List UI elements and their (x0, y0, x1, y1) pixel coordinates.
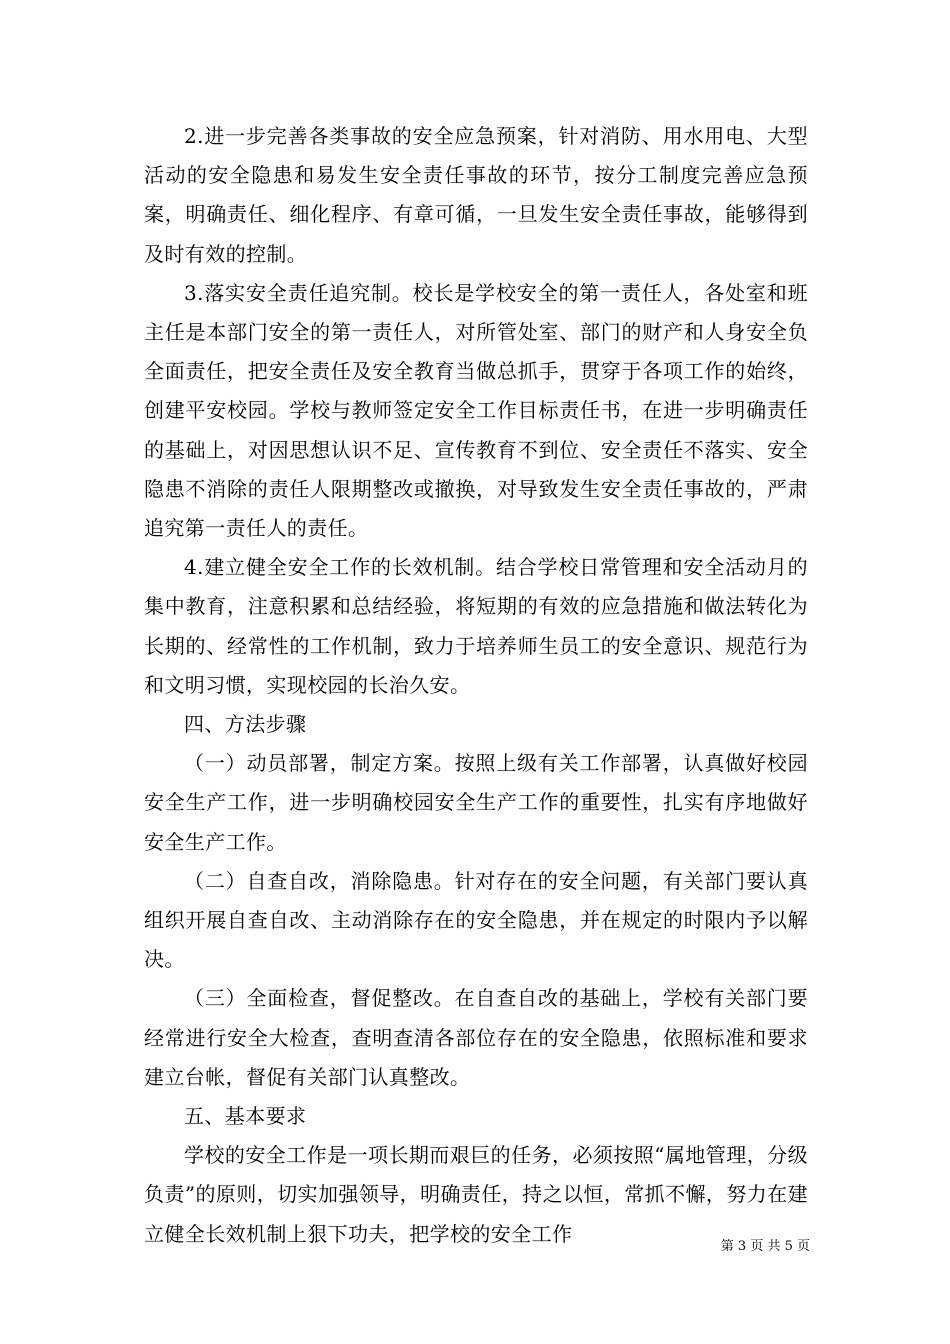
paragraph-step-2: （二）自查自改，消除隐患。针对存在的安全问题，有关部门要认真组织开展自查自改、主动消除存在的安全隐患，并在规定的时限内予以解决。 (144, 868, 808, 972)
page-number-footer: 第 3 页 共 5 页 (720, 1239, 810, 1254)
paragraph-item-2: 2.进一步完善各类事故的安全应急预案，针对消防、用水用电、大型活动的安全隐患和易发生安全责任事故的环节，按分工制度完善应急预案，明确责任、细化程序、有章可循，一旦发生安全责任事故，能够得到及时有效的控制。 (144, 124, 808, 266)
paragraph-requirements: 学校的安全工作是一项长期而艰巨的任务，必须按照“属地管理，分级负责”的原则，切实加强领导，明确责任，持之以恒，常抓不懈，努力在建立健全长效机制上狠下功夫，把学校的安全工作 (144, 1143, 808, 1246)
section-heading-methods: 四、方法步骤 (184, 712, 307, 737)
document-body (144, 117, 808, 1254)
section-heading-requirements: 五、基本要求 (184, 1104, 307, 1129)
paragraph-item-4: 4.建立健全安全工作的长效机制。结合学校日常管理和安全活动月的集中教育，注意积累和总结经验，将短期的有效的应急措施和做法转化为长期的、经常性的工作机制，致力于培养师生员工的安全意识、规范行为和文明习惯，实现校园的长治久安。 (144, 555, 808, 697)
paragraph-step-3: （三）全面检查，督促整改。在自查自改的基础上，学校有关部门要经常进行安全大检查，查明查清各部位存在的安全隐患，依照标准和要求建立台帐，督促有关部门认真整改。 (144, 986, 808, 1089)
paragraph-item-3: 3.落实安全责任追究制。校长是学校安全的第一责任人，各处室和班主任是本部门安全的第一责任人，对所管处室、部门的财产和人身安全负全面责任，把安全责任及安全教育当做总抓手，贯穿于各项工作的始终，创建平安校园。学校与教师签定安全工作目标责任书，在进一步明确责任的基础上，对因思想认识不足、宣传教育不到位、安全责任不落实、安全隐患不消除的责任人限期整改或撤换，对导致发生安全责任事故的，严肃追究第一责任人的责任。 (144, 280, 808, 541)
paragraph-step-1: （一）动员部署，制定方案。按照上级有关工作部署，认真做好校园安全生产工作，进一步明确校园安全生产工作的重要性，扎实有序地做好安全生产工作。 (144, 751, 808, 854)
